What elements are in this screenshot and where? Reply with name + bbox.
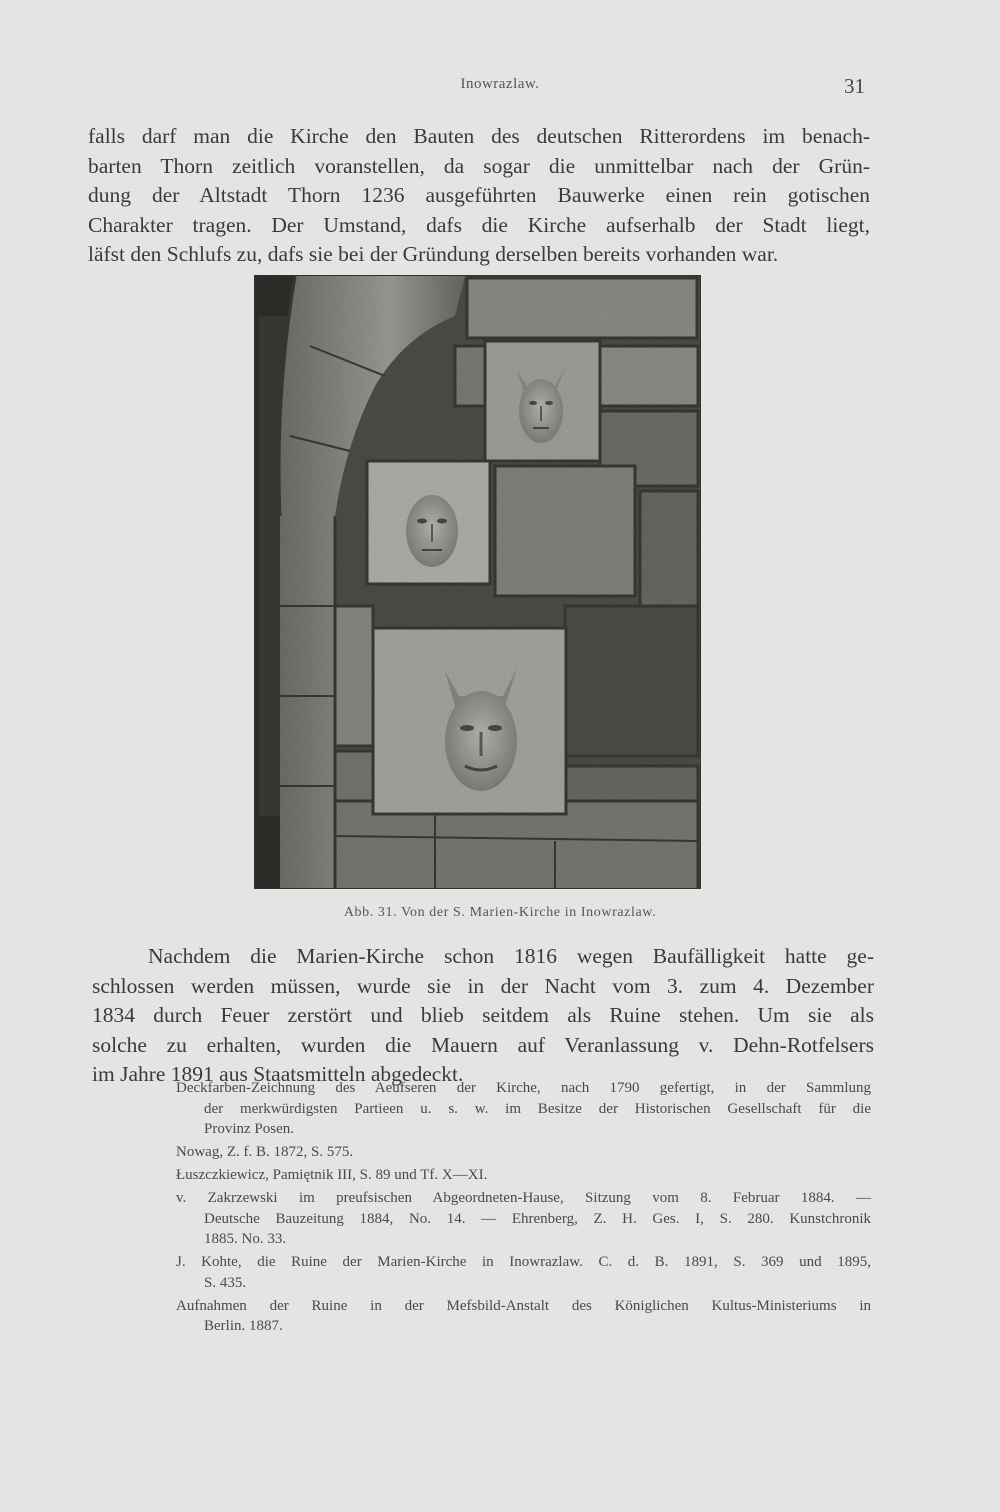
text-line: läfst den Schlufs zu, dafs sie bei der Gründung derselben bereits vorhanden war. <box>88 242 779 266</box>
text-line: im Jahre 1891 aus Staatsmitteln abgedeckt. <box>92 1062 464 1086</box>
reference-line: S. 435. <box>204 1274 247 1291</box>
figure-caption: Abb. 31. Von der S. Marien-Kirche in Inowrazlaw. <box>343 905 657 920</box>
text-line: falls darf man die Kirche den Bauten des deutschen Ritterordens im benach- <box>88 124 870 148</box>
page-number: 31 <box>844 74 865 98</box>
reference-line: 1885. No. 33. <box>204 1231 287 1247</box>
reference-line: Łuszczkiewicz, Pamiętnik III, S. 89 und Tf. X—XI. <box>176 1167 488 1183</box>
reference-line: Deutsche Bauzeitung 1884, No. 14. — Ehrenberg, Z. H. Ges. I, S. 280. Kunstchronik <box>204 1210 871 1227</box>
reference-line: J. Kohte, die Ruine der Marien-Kirche in Inowrazlaw. C. d. B. 1891, S. 369 und 1895, <box>176 1254 871 1270</box>
stone-wall-photo <box>255 276 701 889</box>
reference-item <box>176 1188 871 1250</box>
reference-item <box>176 1165 871 1186</box>
paragraph-bottom <box>92 942 874 1090</box>
text-line: barten Thorn zeitlich voranstellen, da sogar die unmittelbar nach der Grün- <box>88 153 870 178</box>
text-line: dung der Altstadt Thorn 1236 ausgeführten Bauwerke einen rein gotischen <box>88 183 870 207</box>
reference-line: Nowag, Z. f. B. 1872, S. 575. <box>176 1144 354 1160</box>
text-line: Nachdem die Marien-Kirche schon 1816 wegen Baufälligkeit hatte ge- <box>148 944 874 968</box>
text-line: solche zu erhalten, wurden die Mauern auf Veranlassung v. Dehn-Rotfelsers <box>92 1032 874 1057</box>
reference-item <box>176 1296 871 1337</box>
reference-line: Berlin. 1887. <box>204 1318 283 1334</box>
reference-item <box>176 1252 871 1293</box>
references-list <box>176 1078 871 1339</box>
reference-line: v. Zakrzewski im preufsischen Abgeordneten-Hause, Sitzung vom 8. Februar 1884. — <box>176 1190 871 1206</box>
reference-item <box>176 1142 871 1163</box>
reference-line: Deckfarben-Zeichnung des Aeufseren der Kirche, nach 1790 gefertigt, in der Sammlung <box>176 1080 871 1096</box>
reference-item <box>176 1078 871 1140</box>
running-head: Inowrazlaw. <box>460 76 540 92</box>
reference-line: Provinz Posen. <box>204 1121 294 1137</box>
reference-line: Aufnahmen der Ruine in der Mefsbild-Anstalt des Königlichen Kultus-Ministeriums in <box>176 1297 871 1314</box>
text-line: 1834 durch Feuer zerstört und blieb seitdem als Ruine stehen. Um sie als <box>92 1003 874 1027</box>
paragraph-top <box>88 122 870 270</box>
text-line: schlossen werden müssen, wurde sie in der Nacht vom 3. zum 4. Dezember <box>92 973 874 998</box>
text-line: Charakter tragen. Der Umstand, dafs die Kirche aufserhalb der Stadt liegt, <box>88 212 870 237</box>
reference-line: der merkwürdigsten Partieen u. s. w. im Besitze der Historischen Gesellschaft für die <box>204 1100 871 1117</box>
figure-photo <box>254 275 701 889</box>
